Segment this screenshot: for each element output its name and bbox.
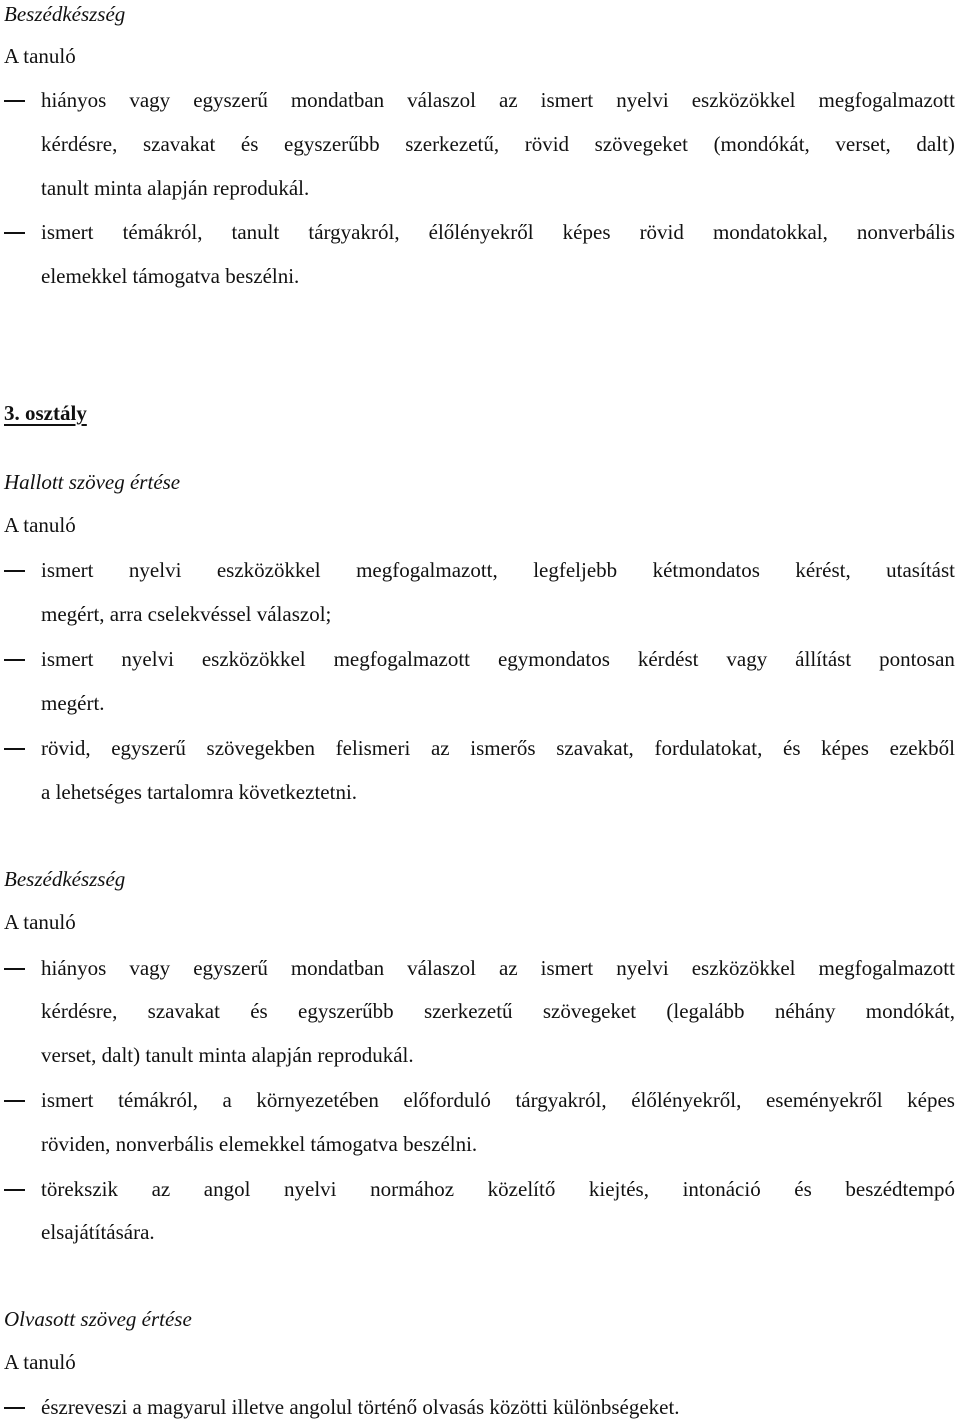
section-subheading: Beszédkészség xyxy=(4,2,126,26)
list-item-line: elemekkel támogatva beszélni. xyxy=(41,264,300,288)
list-item-line: észreveszi a magyarul illetve angolul történő olvasás közötti különbségeket. xyxy=(41,1395,680,1419)
dash-bullet-icon xyxy=(4,748,25,750)
list-item-line: ismert nyelvi eszközökkel megfogalmazott, legfeljebb kétmondatos kérést, utasítást xyxy=(41,558,955,582)
list-item-line: tanult minta alapján reprodukál. xyxy=(41,176,310,200)
list-item-line: hiányos vagy egyszerű mondatban válaszol az ismert nyelvi eszközökkel megfogalmazott xyxy=(41,88,955,112)
list-item-line: kérdésre, szavakat és egyszerűbb szerkezetű szövegeket (legalább néhány mondókát, xyxy=(41,999,955,1023)
dash-bullet-icon xyxy=(4,232,25,234)
intro-text: A tanuló xyxy=(4,44,76,68)
section-subheading: Hallott szöveg értése xyxy=(4,470,181,494)
grade-heading: 3. osztály xyxy=(4,401,87,425)
list-item-line: kérdésre, szavakat és egyszerűbb szerkezetű, rövid szövegeket (mondókát, verset, dalt) xyxy=(41,132,955,156)
list-item-line: verset, dalt) tanult minta alapján reprodukál. xyxy=(41,1043,414,1067)
dash-bullet-icon xyxy=(4,100,25,102)
section-subheading: Olvasott szöveg értése xyxy=(4,1307,192,1331)
list-item-line: ismert nyelvi eszközökkel megfogalmazott egymondatos kérdést vagy állítást pontosan xyxy=(41,647,955,671)
list-item-line: törekszik az angol nyelvi normához közelítő kiejtés, intonáció és beszédtempó xyxy=(41,1177,955,1201)
list-item-line: rövid, egyszerű szövegekben felismeri az ismerős szavakat, fordulatokat, és képes ezekből xyxy=(41,736,955,760)
list-item-line: megért, arra cselekvéssel válaszol; xyxy=(41,602,332,626)
dash-bullet-icon xyxy=(4,968,25,970)
intro-text: A tanuló xyxy=(4,910,76,934)
list-item-line: megért. xyxy=(41,691,105,715)
list-item-line: röviden, nonverbális elemekkel támogatva beszélni. xyxy=(41,1132,478,1156)
list-item-line: ismert témákról, a környezetében előforduló tárgyakról, élőlényekről, eseményekről képes xyxy=(41,1088,955,1112)
dash-bullet-icon xyxy=(4,1100,25,1102)
intro-text: A tanuló xyxy=(4,1350,76,1374)
list-item-line: hiányos vagy egyszerű mondatban válaszol az ismert nyelvi eszközökkel megfogalmazott xyxy=(41,956,955,980)
dash-bullet-icon xyxy=(4,1189,25,1191)
list-item-line: a lehetséges tartalomra következtetni. xyxy=(41,780,358,804)
list-item-line: ismert témákról, tanult tárgyakról, élőlényekről képes rövid mondatokkal, nonverbális xyxy=(41,220,955,244)
list-item-line: elsajátítására. xyxy=(41,1220,155,1244)
intro-text: A tanuló xyxy=(4,513,76,537)
dash-bullet-icon xyxy=(4,1407,25,1409)
section-subheading: Beszédkészség xyxy=(4,867,126,891)
dash-bullet-icon xyxy=(4,659,25,661)
dash-bullet-icon xyxy=(4,570,25,572)
